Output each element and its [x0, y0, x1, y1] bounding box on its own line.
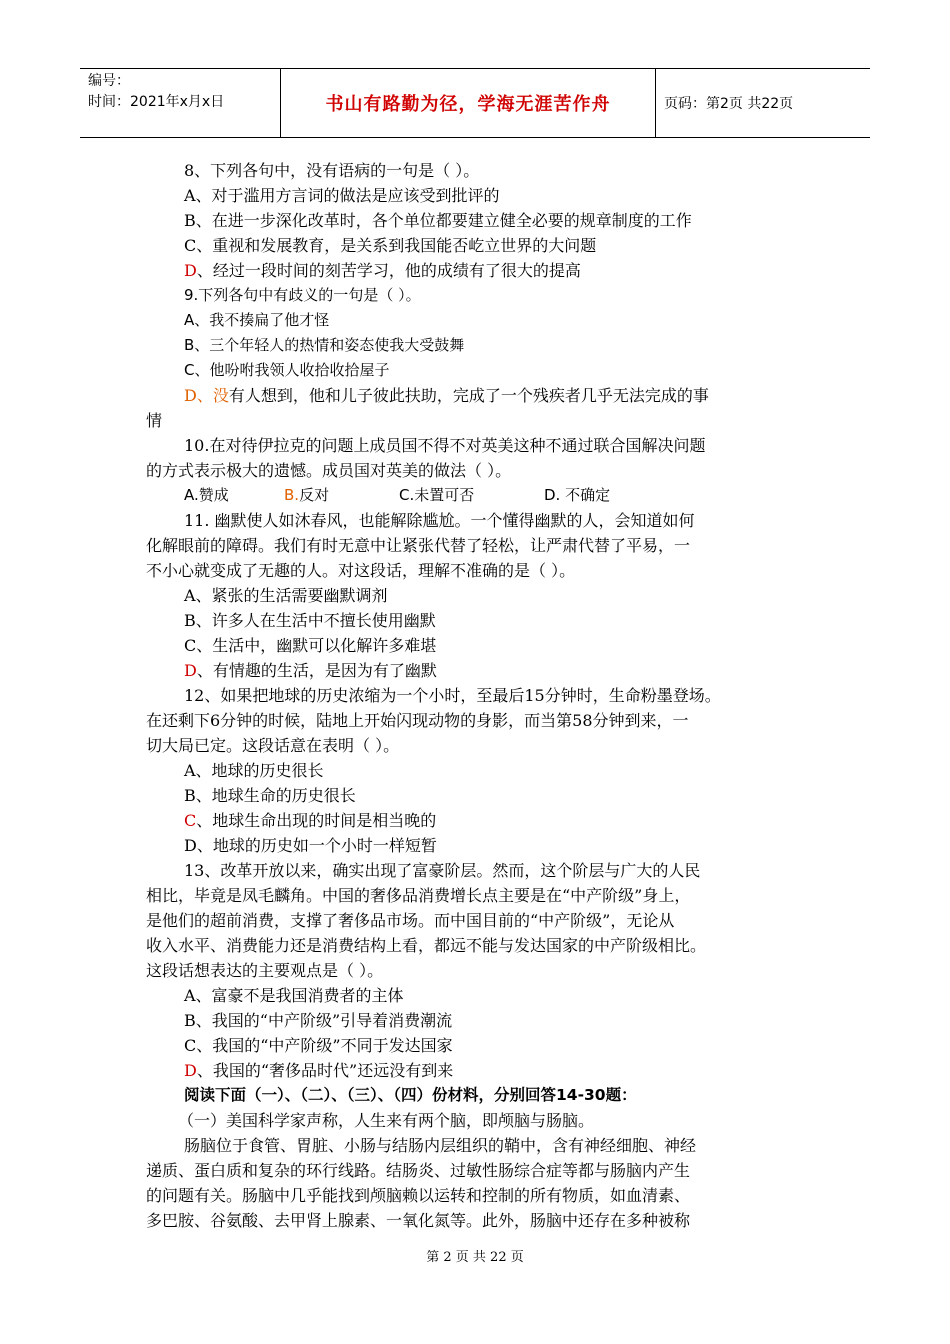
q13-option-d: D、我国的“奢侈品时代”还远没有到来	[184, 1061, 454, 1080]
q10-option-d: D. 不确定	[544, 486, 611, 504]
page-footer: 第 2 页 共 22 页	[426, 1250, 524, 1265]
q13-option-c: C、我国的“中产阶级”不同于发达国家	[184, 1036, 453, 1055]
q12-option-d: D、地球的历史如一个小时一样短暂	[184, 836, 437, 855]
q13-stem-3: 是他们的超前消费，支撑了奢侈品市场。而中国目前的“中产阶级”，无论从	[146, 911, 675, 930]
q9-stem: 9.下列各句中有歧义的一句是（ ）。	[184, 286, 421, 304]
q12-option-c: C、地球生命出现的时间是相当晚的	[184, 811, 437, 830]
page-header	[80, 68, 870, 138]
q11-answer-mark: D	[184, 661, 197, 680]
q11-stem: 11. 幽默使人如沐春风，也能解除尴尬。一个懂得幽默的人，会知道如何	[184, 511, 695, 530]
q8-option-d: D、经过一段时间的刻苦学习，他的成绩有了很大的提高	[184, 261, 581, 280]
q9-answer-mark: D、没	[184, 386, 229, 405]
reading-p2: 肠脑位于食管、胃脏、小肠与结肠内层组织的鞘中，含有神经细胞、神经	[184, 1136, 697, 1155]
q12-stem: 12、如果把地球的历史浓缩为一个小时，至最后15分钟时，生命粉墨登场。	[184, 686, 721, 705]
q13-stem-4: 收入水平、消费能力还是消费结构上看，都远不能与发达国家的中产阶级相比。	[146, 936, 707, 955]
q11-option-a: A、紧张的生活需要幽默调剂	[184, 586, 388, 605]
q12-option-b: B、地球生命的历史很长	[184, 786, 356, 805]
header-meta	[80, 69, 281, 137]
q13-stem-2: 相比，毕竟是凤毛麟角。中国的奢侈品消费增长点主要是在“中产阶级”身上，	[146, 886, 691, 905]
q10-stem: 10.在对待伊拉克的问题上成员国不得不对英美这种不通过联合国解决问题	[184, 436, 706, 455]
q10-option-c: C.未置可否	[399, 486, 475, 504]
header-motto: 书山有路勤为径，学海无涯苦作舟	[281, 69, 656, 137]
reading-p2-3: 的问题有关。肠脑中几乎能找到颅脑赖以运转和控制的所有物质，如血清素、	[146, 1186, 691, 1205]
document-body	[146, 158, 806, 1233]
reading-instruction: 阅读下面（一）、（二）、（三）、（四）份材料，分别回答14-30题：	[184, 1086, 637, 1104]
q13-answer-mark: D	[184, 1061, 197, 1080]
reading-p1: （一）美国科学家声称，人生来有两个脑，即颅脑与肠脑。	[178, 1111, 595, 1130]
q9-option-b: B、三个年轻人的热情和姿态使我大受鼓舞	[184, 336, 465, 354]
q11-option-b: B、许多人在生活中不擅长使用幽默	[184, 611, 436, 630]
q13-stem: 13、改革开放以来，确实出现了富豪阶层。然而，这个阶层与广大的人民	[184, 861, 701, 880]
q8-answer-mark: D	[184, 261, 197, 280]
q10-option-b: B.反对	[284, 486, 330, 504]
q13-option-b: B、我国的“中产阶级”引导着消费潮流	[184, 1011, 453, 1030]
q10-stem-cont: 的方式表示极大的遗憾。成员国对英美的做法（ ）。	[146, 461, 512, 480]
q8-option-a: A、对于滥用方言词的做法是应该受到批评的	[184, 186, 500, 205]
q10-option-a: A.赞成	[184, 486, 229, 504]
header-page-info: 页码：第2页 共22页	[664, 96, 794, 112]
q8-option-c: C、重视和发展教育，是关系到我国能否屹立世界的大问题	[184, 236, 597, 255]
q10-answer-mark: B.	[284, 486, 300, 504]
q13-stem-5: 这段话想表达的主要观点是（ ）。	[146, 961, 384, 980]
number-label: 编号：	[88, 73, 130, 89]
q11-stem-2: 化解眼前的障碍。我们有时无意中让紧张代替了轻松，让严肃代替了平易，一	[146, 536, 691, 555]
q12-stem-2: 在还剩下6分钟的时候，陆地上开始闪现动物的身影，而当第58分钟到来，一	[146, 711, 689, 730]
reading-p2-4: 多巴胺、谷氨酸、去甲肾上腺素、一氧化氮等。此外，肠脑中还存在多种被称	[146, 1211, 691, 1230]
date-label: 时间：2021年x月x日	[88, 94, 225, 110]
q9-option-d: D、没有人想到，他和儿子彼此扶助，完成了一个残疾者几乎无法完成的事	[184, 386, 709, 405]
q9-option-c: C、他吩咐我领人收拾收拾屋子	[184, 361, 390, 379]
q12-stem-3: 切大局已定。这段话意在表明（ ）。	[146, 736, 400, 755]
q12-option-a: A、地球的历史很长	[184, 761, 324, 780]
q12-answer-mark: C	[184, 811, 197, 830]
q11-stem-3: 不小心就变成了无趣的人。对这段话，理解不准确的是（ ）。	[146, 561, 576, 580]
q11-option-d: D、有情趣的生活，是因为有了幽默	[184, 661, 437, 680]
q8-stem: 8、下列各句中，没有语病的一句是（ ）。	[184, 161, 480, 180]
q13-option-a: A、富豪不是我国消费者的主体	[184, 986, 404, 1005]
reading-p2-2: 递质、蛋白质和复杂的环行线路。结肠炎、过敏性肠综合症等都与肠脑内产生	[146, 1161, 691, 1180]
q10-options	[146, 483, 806, 508]
q9-option-a: A、我不揍扁了他才怪	[184, 311, 330, 329]
q9-option-d-cont: 情	[146, 411, 163, 430]
q11-option-c: C、生活中，幽默可以化解许多难堪	[184, 636, 437, 655]
q8-option-b: B、在进一步深化改革时，各个单位都要建立健全必要的规章制度的工作	[184, 211, 692, 230]
